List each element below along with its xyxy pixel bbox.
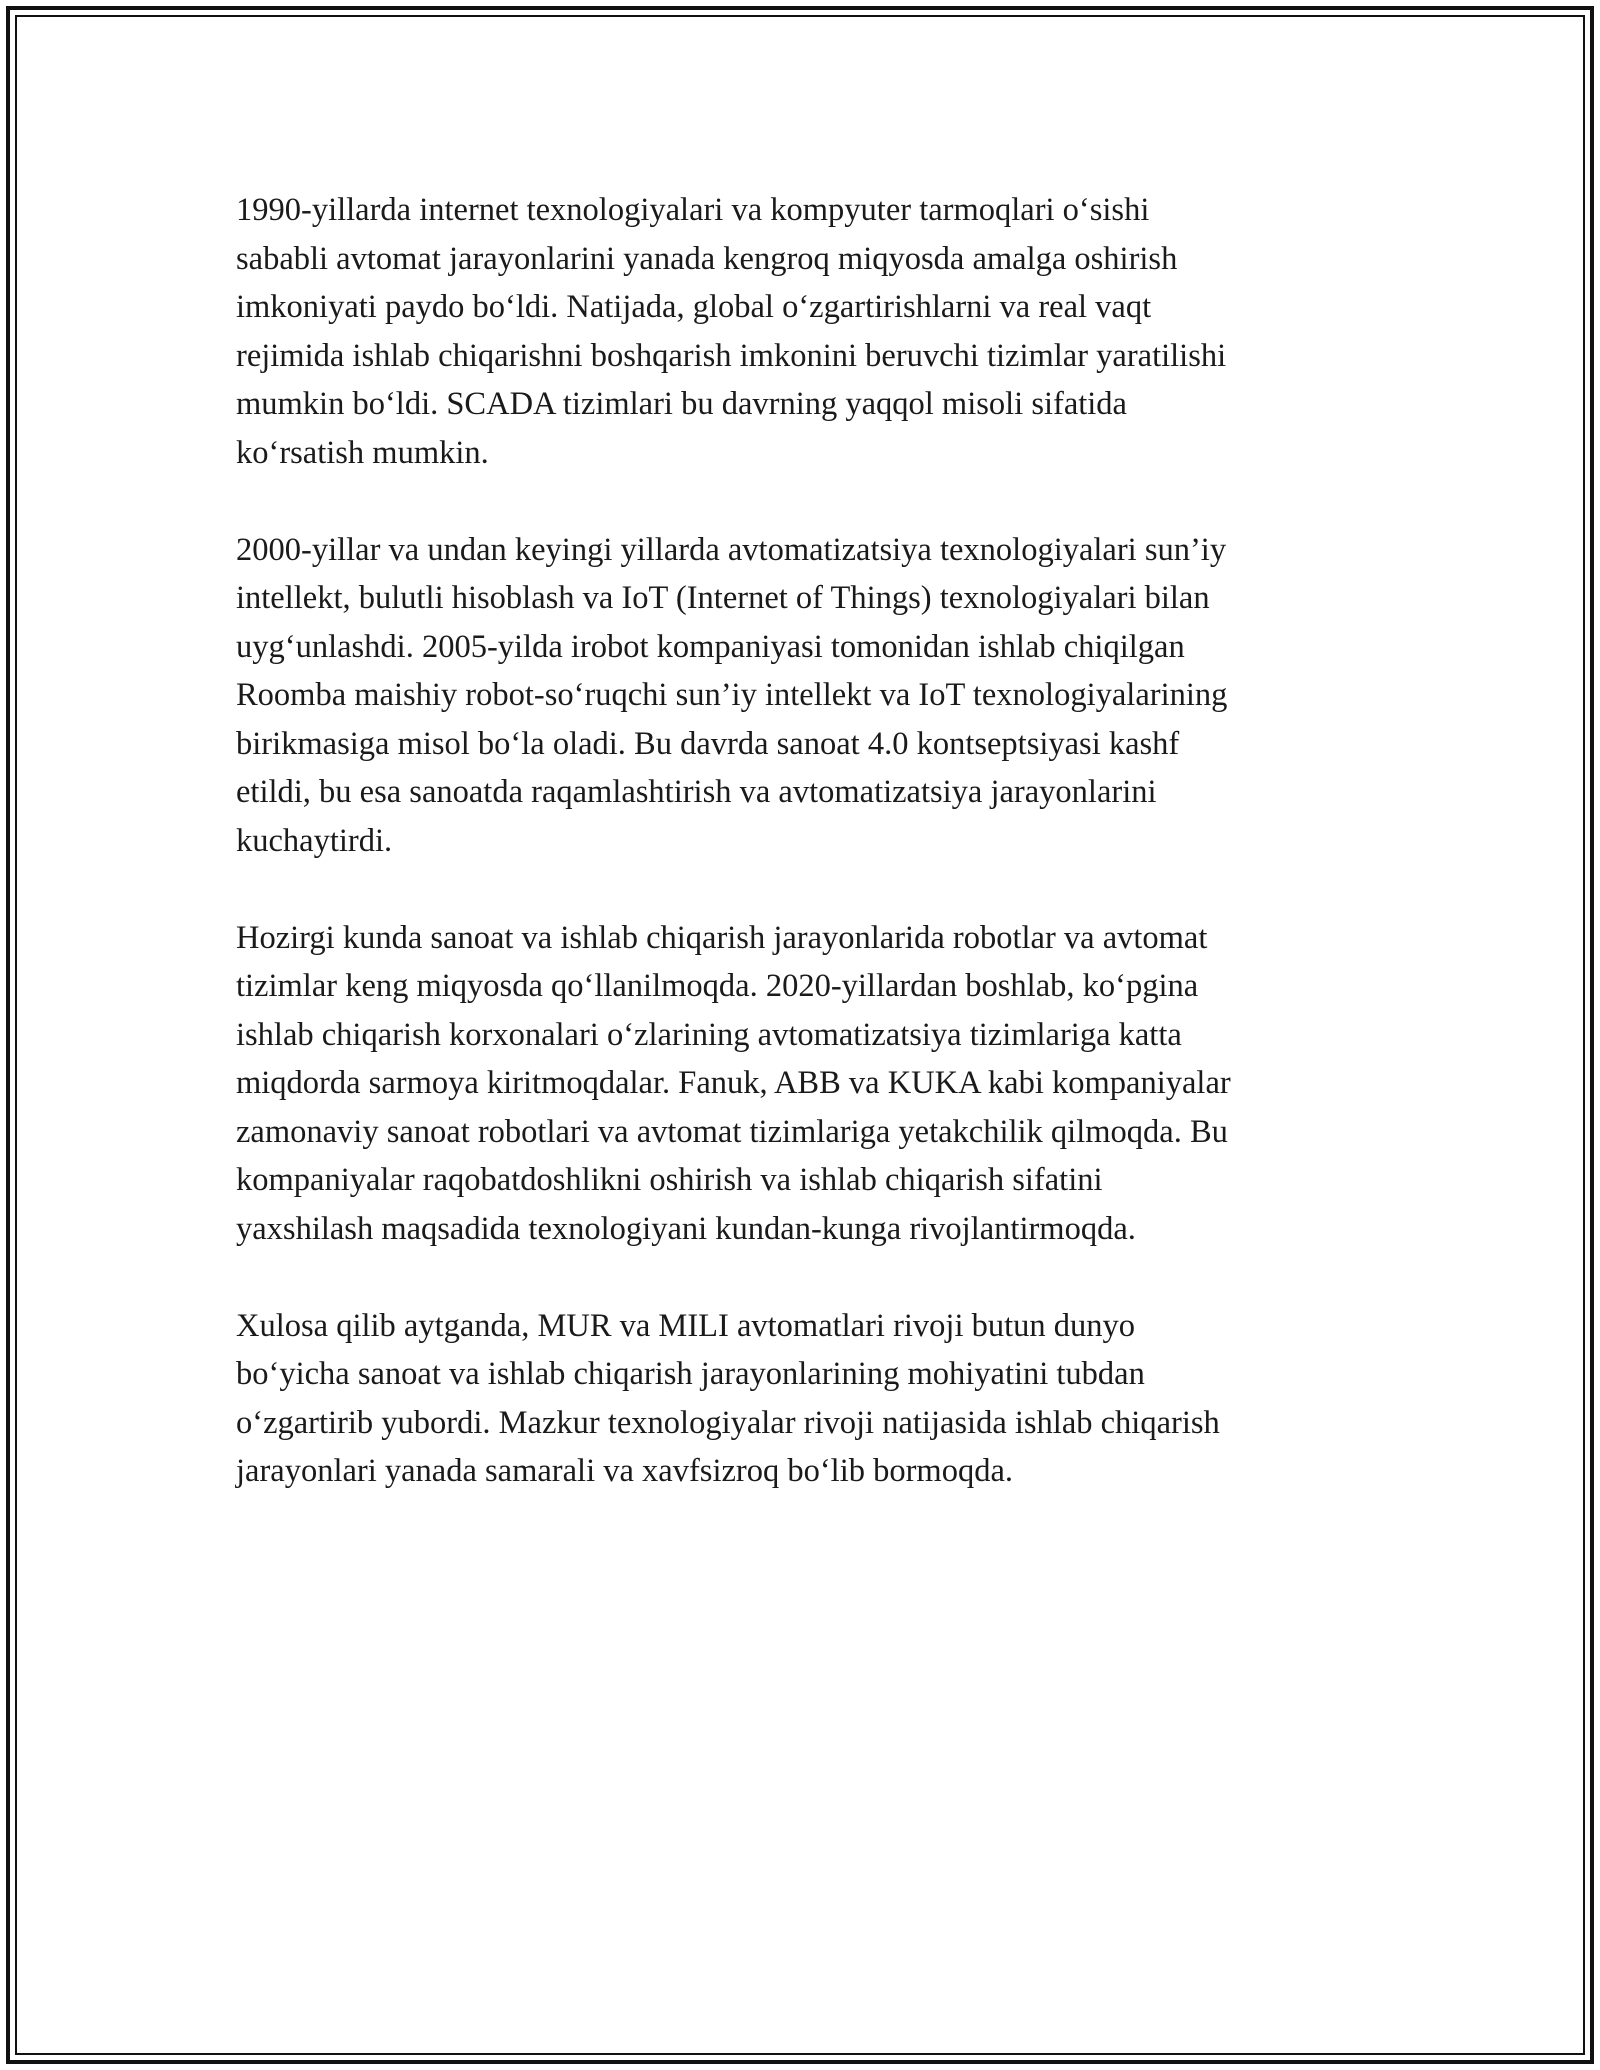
text-line: bo‘yicha sanoat va ishlab chiqarish jarayonlarining mohiyatini tubdan [236, 1356, 1145, 1392]
text-line: Roomba maishiy robot-so‘ruqchi sun’iy intellekt va IoT texnologiyalarining [236, 677, 1228, 713]
paragraph-4 [236, 1302, 1376, 1496]
text-line: 2000-yillar va undan keyingi yillarda avtomatizatsiya texnologiyalari sun’iy [236, 531, 1227, 568]
text-line: uyg‘unlashdi. 2005-yilda irobot kompaniyasi tomonidan ishlab chiqilgan [236, 628, 1185, 665]
text-line: etildi, bu esa sanoatda raqamlashtirish va avtomatizatsiya jarayonlarini [236, 774, 1157, 810]
text-line: 1990-yillarda internet texnologiyalari va kompyuter tarmoqlari o‘sishi [236, 192, 1150, 228]
text-line: imkoniyati paydo bo‘ldi. Natijada, global o‘zgartirishlarni va real vaqt [236, 289, 1152, 325]
text-line: sababli avtomat jarayonlarini yanada kengroq miqyosda amalga oshirish [236, 240, 1178, 277]
text-line: miqdorda sarmoya kiritmoqdalar. Fanuk, ABB va KUKA kabi kompaniyalar [236, 1065, 1231, 1101]
text-line: Hozirgi kunda sanoat va ishlab chiqarish jarayonlarida robotlar va avtomat [236, 919, 1208, 956]
document-body [236, 186, 1376, 1544]
text-line: ko‘rsatish mumkin. [236, 434, 489, 471]
text-line: yaxshilash maqsadida texnologiyani kundan-kunga rivojlantirmoqda. [236, 1210, 1136, 1247]
text-line: jarayonlari yanada samarali va xavfsizroq bo‘lib bormoqda. [236, 1453, 1014, 1489]
text-line: zamonaviy sanoat robotlari va avtomat tizimlariga yetakchilik qilmoqda. Bu [236, 1113, 1228, 1150]
text-line: tizimlar keng miqyosda qo‘llanilmoqda. 2020-yillardan boshlab, ko‘pgina [236, 968, 1199, 1004]
text-line: o‘zgartirib yubordi. Mazkur texnologiyalar rivoji natijasida ishlab chiqarish [236, 1404, 1220, 1441]
text-line: kompaniyalar raqobatdoshlikni oshirish va ishlab chiqarish sifatini [236, 1162, 1103, 1198]
text-line: mumkin bo‘ldi. SCADA tizimlari bu davrning yaqqol misoli sifatida [236, 386, 1127, 422]
text-line: kuchaytirdi. [236, 822, 393, 859]
paragraph-1 [236, 186, 1376, 477]
text-line: ishlab chiqarish korxonalari o‘zlarining avtomatizatsiya tizimlariga katta [236, 1016, 1182, 1053]
paragraph-2 [236, 526, 1376, 866]
text-line: birikmasiga misol bo‘la oladi. Bu davrda sanoat 4.0 kontseptsiyasi kashf [236, 725, 1180, 762]
text-line: rejimida ishlab chiqarishni boshqarish imkonini beruvchi tizimlar yaratilishi [236, 337, 1227, 374]
text-line: intellekt, bulutli hisoblash va IoT (Internet of Things) texnologiyalari bilan [236, 580, 1210, 616]
paragraph-3 [236, 914, 1376, 1254]
text-line: Xulosa qilib aytganda, MUR va MILI avtomatlari rivoji butun dunyo [236, 1307, 1136, 1344]
